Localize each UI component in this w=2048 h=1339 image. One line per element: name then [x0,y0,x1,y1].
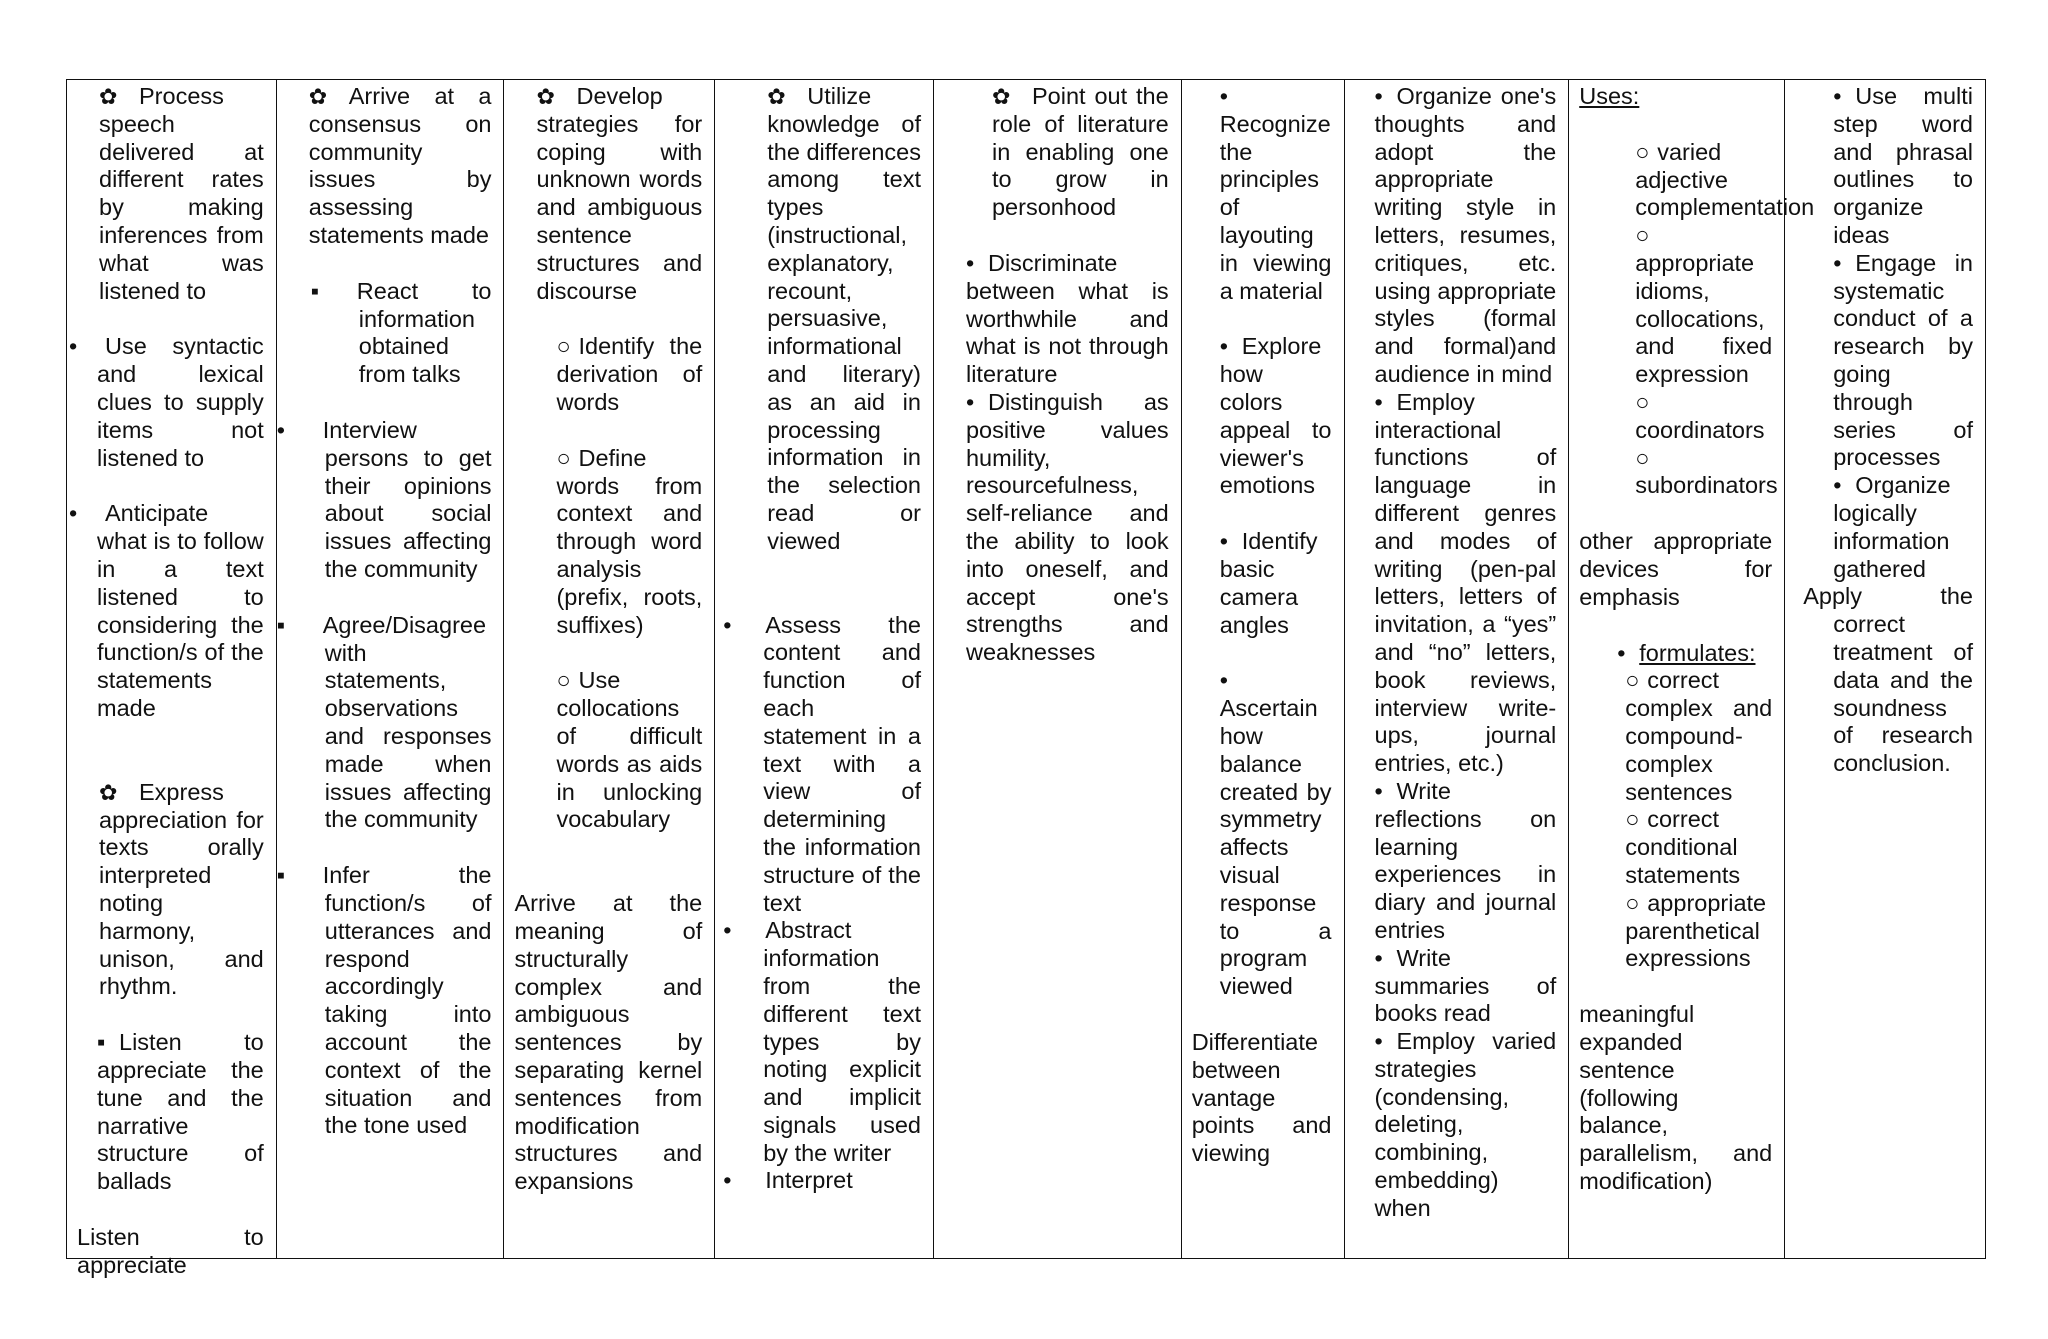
bullet-icon: ▪ [97,1029,106,1056]
bullet-icon: • [69,333,78,360]
bullet-icon: ○ [1625,806,1640,833]
cell-item [1833,250,1973,472]
cell-text: Use multi step word and phrasal outlines to organize ideas [1833,83,1973,248]
flower-bullet-icon: ✿ [99,779,118,805]
column-5 [934,80,1182,1258]
cell-item [723,1167,921,1195]
cell-item [276,862,492,1140]
cell-item [966,250,1169,389]
bullet-icon: ○ [1635,138,1650,165]
bullet-icon: • [723,611,732,638]
flower-bullet-icon: ✿ [536,84,555,109]
bullet-icon: ○ [1625,667,1640,694]
cell-item [1375,945,1557,1028]
cell-item [556,445,702,640]
cell-item [99,83,264,305]
bullet-icon: • [1219,528,1228,555]
cell-text: Listen to appreciate the tune and the narrative structure of ballads [97,1029,264,1195]
bullet-icon: ○ [1635,444,1650,471]
bullet-icon: • [1833,249,1842,276]
cell-text: Assess the content and function of each statement in a text with a view of determining the information structure of the text [763,611,921,916]
bullet-icon: ▪ [276,862,286,889]
bullet-icon: • [1219,333,1228,360]
bullet-icon: • [1833,472,1842,499]
cell-item [1220,83,1332,305]
cell-item [1635,389,1772,445]
bullet-icon: • [965,249,975,276]
cell-text: Organize logically information gathered [1833,472,1951,582]
bullet-icon: • [723,1167,732,1194]
bullet-icon: • [1374,777,1383,804]
flower-bullet-icon: ✿ [99,84,118,109]
cell-text: Interview persons to get their opinions about social issues affecting the community [322,416,492,582]
cell-text: Uses: [1579,83,1640,109]
cell-text: meaningful expanded sentence (following balance, parallelism, and modification) [1579,1001,1773,1194]
cell-text: React to information obtained from talks [356,277,492,388]
bullet-icon: • [1374,83,1383,109]
cell-text: Employ interactional functions of language in different genres and modes of writing (pen-pal letters, letters of invitation, a “yes” and “no” letters, book reviews, interview write-ups, journal entries, etc.) [1374,388,1557,777]
cell-item [1635,444,1778,501]
cell-text: Infer the function/s of utterances and respond accordingly taking into account the context of the situation and the tone used [322,862,492,1139]
cell-item [1635,222,1772,389]
cell-item [1375,778,1557,945]
flower-bullet-icon: ✿ [308,84,328,109]
cell-text: correct complex and compound-complex sentences [1625,667,1773,805]
column-2 [277,80,505,1258]
bullet-icon: • [1833,83,1842,109]
cell-text: formulates: [1639,639,1756,666]
cell-text: other appropriate devices for emphasis [1579,528,1773,610]
cell-text: Identify the derivation of words [556,333,703,415]
cell-text: Express appreciation for texts orally interpreted noting harmony, unison, and rhythm. [99,778,264,1000]
cell-item [1625,890,1772,973]
bullet-icon: • [1617,639,1626,666]
cell-item [276,416,492,584]
column-8 [1569,80,1815,1258]
cell-item [1579,528,1772,611]
cell-text: Process speech delivered at different rates by making inferences from what was listened to [99,83,264,304]
bullet-icon: • [1219,83,1228,109]
bullet-icon: ▪ [310,277,320,304]
cell-item [1375,389,1557,778]
cell-item [69,333,264,472]
cell-item [1635,138,1815,222]
cell-text: Discriminate between what is worthwhile and what is not through literature [965,249,1169,388]
cell-item [1833,83,1973,250]
cell-text: Explore how colors appeal to viewer's emotions [1219,333,1332,499]
cell-text: Distinguish as positive values humility, resourcefulness, self-reliance and the ability to look into oneself, and accept one's strengths and weaknesses [965,388,1169,666]
cell-item [1625,806,1772,889]
bullet-icon: • [1374,388,1383,415]
cell-text: Develop strategies for coping with unknown words and ambiguous sentence structures and discourse [536,83,703,304]
cell-text: Engage in systematic conduct of a research by going through series of processes [1833,249,1973,471]
flower-bullet-icon: ✿ [991,84,1011,109]
bullet-icon: • [1374,944,1383,971]
cell-item [99,779,264,1001]
column-9 [1785,80,1985,1258]
cell-text: Arrive at a consensus on community issues by assessing statements made [308,83,492,248]
cell-text: Recognize the principles of layouting in viewing a material [1219,110,1332,304]
cell-text: Listen to appreciate [77,1223,264,1278]
cell-text: Interpret [765,1167,853,1194]
cell-text: Arrive at the meaning of structurally complex and ambiguous sentences by separating kernel sentences from modification structures and expansions [514,890,703,1195]
cell-item [276,611,492,834]
bullet-icon: ○ [556,333,571,360]
cell-text: appropriate parenthetical expressions [1625,889,1767,972]
cell-text: appropriate idioms, collocations, and fixed expression [1635,249,1773,388]
column-6 [1182,80,1345,1258]
cell-item [966,389,1169,667]
cell-item [69,500,264,722]
cell-item [309,83,492,250]
bullet-icon: ○ [1635,388,1650,415]
cell-item [1220,528,1332,639]
flower-bullet-icon: ✿ [767,84,786,109]
cell-text: Identify basic camera angles [1219,528,1318,638]
bullet-icon: ○ [1625,889,1640,916]
column-3 [504,80,715,1258]
bullet-icon: • [69,500,78,527]
cell-text: Abstract information from the different text types by noting explicit and implicit signals used by the writer [763,917,921,1166]
cell-text: correct conditional statements [1625,806,1741,888]
cell-item [767,83,921,556]
cell-item [1579,83,1772,111]
cell-item [556,667,702,834]
bullet-icon: ○ [556,667,571,694]
cell-text: Apply the correct treatment of data and the soundness of research conclusion. [1803,583,1973,777]
cell-item [1625,667,1772,806]
cell-item [77,1224,264,1280]
bullet-icon: • [965,388,975,415]
cell-item [1220,333,1332,500]
cell-item [1579,1001,1772,1196]
cell-item [310,277,492,389]
cell-item [992,83,1169,222]
cell-item [1617,640,1772,668]
cell-text: Point out the role of literature in enabling one to grow in personhood [991,83,1169,221]
cell-text: Use syntactic and lexical clues to supply items not listened to [97,333,264,471]
cell-text: Ascertain how balance created by symmetry affects visual response to a program viewed [1219,695,1332,1000]
bullet-icon: • [1374,1028,1383,1055]
cell-item [1192,1029,1332,1168]
bullet-icon: ▪ [276,611,286,638]
cell-item [723,611,921,918]
bullet-icon: • [723,917,732,944]
competency-table [66,79,1986,1278]
column-7 [1345,80,1570,1258]
cell-text: Organize one's thoughts and adopt the appropriate writing style in letters, resumes, critiques, etc. using appropriate styles (formal and formal)and audience in mind [1374,83,1557,387]
cell-item [1220,667,1332,1001]
cell-text: Write reflections on learning experiences in diary and journal entries [1374,777,1557,943]
cell-item [1803,583,1973,778]
column-1 [67,80,277,1278]
cell-item [1833,472,1973,583]
cell-text: Use collocations of difficult words as aids in unlocking vocabulary [556,667,703,833]
cell-text: subordinators [1635,472,1778,499]
cell-item [1375,83,1557,389]
column-4 [715,80,934,1258]
cell-item [723,917,921,1167]
cell-item [1375,1028,1557,1223]
cell-text: varied adjective complementation [1635,138,1815,221]
cell-text: Define words from context and through word analysis (prefix, roots, suffixes) [556,444,703,638]
cell-text: Utilize knowledge of the differences among text types (instructional, explanatory, recount, persuasive, informational and literary) as an aid in processing information in the selection read or viewed [767,83,921,554]
cell-item [556,333,702,416]
cell-item [536,83,702,305]
bullet-icon: • [1219,667,1228,694]
bullet-icon: ○ [556,444,571,471]
cell-text: Write summaries of books read [1374,944,1557,1027]
cell-text: Employ varied strategies (condensing, deleting, combining, embedding) when [1374,1028,1557,1221]
cell-item [97,1029,264,1196]
cell-text: coordinators [1635,416,1765,443]
cell-text: Agree/Disagree with statements, observations and responses made when issues affecting the community [322,611,492,833]
bullet-icon: • [276,416,285,443]
cell-text: Anticipate what is to follow in a text listened to considering the function/s of the statements made [97,500,264,721]
cell-text: Differentiate between vantage points and viewing [1191,1028,1332,1167]
bullet-icon: ○ [1635,222,1650,249]
cell-item [514,890,702,1196]
